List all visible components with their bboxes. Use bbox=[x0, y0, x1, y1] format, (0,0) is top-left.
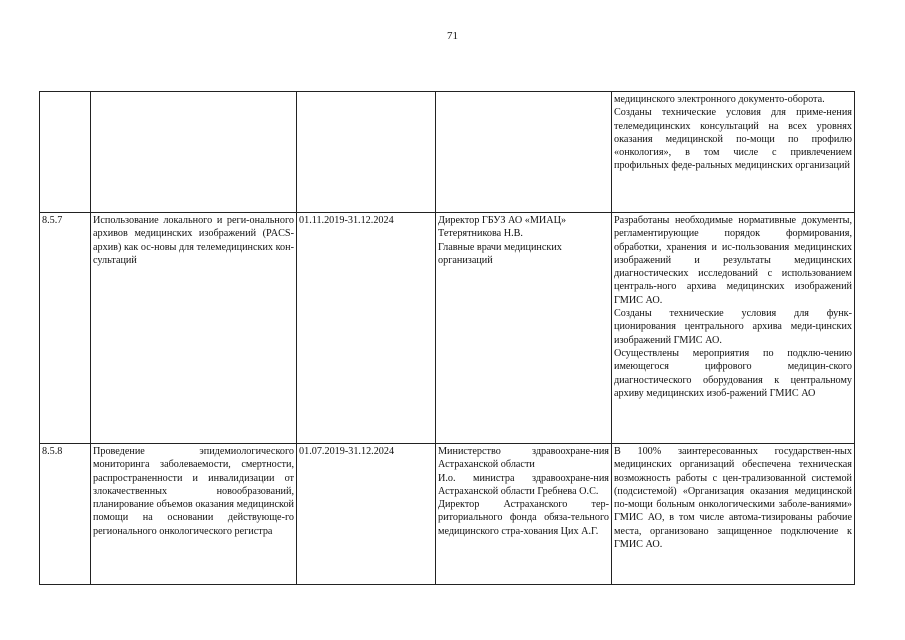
cell-name bbox=[91, 92, 297, 213]
cell-result bbox=[612, 213, 855, 444]
responsible-entry: Директор ГБУЗ АО «МИАЦ» Тетерятникова Н.В. bbox=[438, 215, 567, 240]
cell-result bbox=[612, 444, 855, 585]
responsible-entry: И.о. министра здравоохране-ния Астраханской области Гребнева О.С. bbox=[438, 472, 609, 497]
cell-number bbox=[40, 92, 91, 213]
cell-responsible bbox=[436, 213, 612, 444]
responsible-entry: Директор Астраханского тер-риториального фонда обяза-тельного медицинского стра-хования Цих А.Г. bbox=[438, 499, 609, 537]
result-paragraph: Осуществлены мероприятия по подклю-чению имеющегося цифрового медицин-ского диагностического оборудования к центральному архиву медицинских изоб-ражений ГМИС АО bbox=[614, 347, 852, 399]
cell-period bbox=[297, 92, 436, 213]
cell-name: Использование локального и реги-онального архивов медицинских изображений (PACS-архив) как ос-новы для телемедицинских кон-сультаций bbox=[91, 213, 297, 444]
cell-name: Проведение эпидемиологического мониторинга заболеваемости, смертности, распространенности и инвалидизации от злокачественных новообразований, планирование объемов оказания медицинской помощи на основании действующе-го регионального онкологического регистра bbox=[91, 444, 297, 585]
result-paragraph: Созданы технические условия для функ-ционирования центрального архива меди-цинских изображений ГМИС АО. bbox=[614, 308, 852, 346]
result-paragraph: Созданы технические условия для приме-нения телемедицинских консультаций на всех уровнях оказания медицинской по-мощи по профилю «онкология», в том числе с привлечением профильных феде-ральных медицинских организаций bbox=[614, 107, 852, 172]
cell-responsible bbox=[436, 444, 612, 585]
cell-number: 8.5.8 bbox=[40, 444, 91, 585]
result-paragraph: медицинского электронного документо-оборота. bbox=[614, 94, 825, 105]
table-row-continuation bbox=[40, 92, 855, 213]
result-paragraph: Разработаны необходимые нормативные документы, регламентирующие порядок формирования, обработки, хранения и ис-пользования медицинских изображений и результаты медицинских диагностических исследований с использованием централь-ного архива медицинских изображений ГМИС АО. bbox=[614, 215, 852, 306]
result-paragraph: В 100% заинтересованных государствен-ных медицинских организаций обеспечена техническая возможность работы с цен-трализованной системой (подсистемой) «Организация оказания медицинской по-мощи больным онкологическими заболе-ваниями» ГМИС АО, в том числе автома-тизированы рабочие места, организовано защищенное подключение к ГМИС АО. bbox=[614, 446, 852, 551]
table-row bbox=[40, 213, 855, 444]
measures-table bbox=[39, 91, 855, 585]
cell-result bbox=[612, 92, 855, 213]
table-row bbox=[40, 444, 855, 585]
page-number: 71 bbox=[447, 30, 458, 42]
cell-number: 8.5.7 bbox=[40, 213, 91, 444]
responsible-entry: Главные врачи медицинских организаций bbox=[438, 241, 562, 266]
cell-period: 01.07.2019-31.12.2024 bbox=[297, 444, 436, 585]
cell-period: 01.11.2019-31.12.2024 bbox=[297, 213, 436, 444]
cell-responsible bbox=[436, 92, 612, 213]
responsible-entry: Министерство здравоохране-ния Астраханской области bbox=[438, 446, 609, 471]
